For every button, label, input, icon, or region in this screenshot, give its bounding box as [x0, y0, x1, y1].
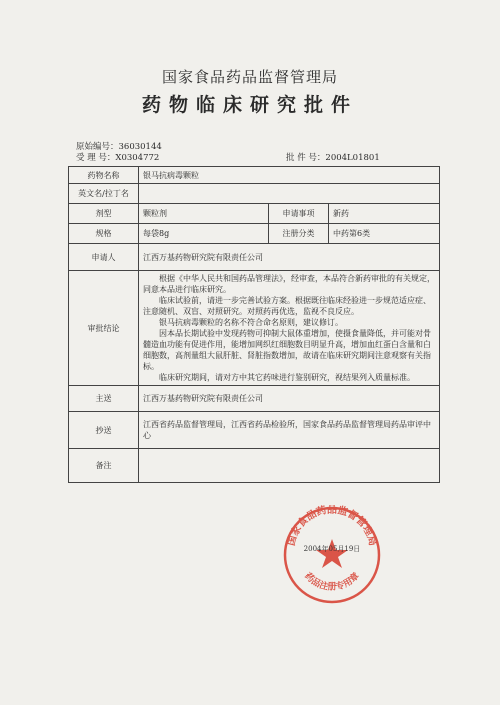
drug-name-row	[69, 167, 440, 184]
stamp-bottom-text: 药品注册专用章	[302, 571, 362, 593]
conclusion-text	[139, 271, 440, 386]
stamp-date: 2004年05月19日	[303, 545, 361, 553]
copy-value: 江西省药品监督管理局，江西省药品检验所，国家食品药品监督管理局药品审评中心	[139, 412, 440, 449]
english-name-value	[139, 184, 440, 204]
spec-value: 每袋8g	[139, 224, 269, 244]
applicant-label: 申请人	[69, 244, 139, 271]
cc-row	[69, 386, 440, 412]
drug-name-value: 银马抗病毒颗粒	[139, 167, 440, 184]
approval-number: 批 件 号：2004L01801	[286, 153, 380, 163]
spec-label: 规格	[69, 224, 139, 244]
dosage-row	[69, 204, 440, 224]
application-item-label: 申请事项	[269, 204, 329, 224]
applicant-row	[69, 244, 440, 271]
applicant-value: 江西万基药物研究院有限责任公司	[139, 244, 440, 271]
original-number: 原始编号：36030144	[76, 142, 162, 152]
conclusion-paragraph: 根据《中华人民共和国药品管理法》，经审查，本品符合新药审批的有关规定，同意本品进行临床研究。	[143, 274, 435, 294]
dosage-form-label: 剂型	[69, 204, 139, 224]
remarks-label: 备注	[69, 449, 139, 483]
cc-label: 主送	[69, 386, 139, 412]
dosage-form-value: 颗粒剂	[139, 204, 269, 224]
copy-label: 抄送	[69, 412, 139, 449]
remarks-row	[69, 449, 440, 483]
document-title: 药物临床研究批件	[141, 94, 358, 116]
official-stamp	[282, 505, 382, 605]
stamp-star-icon	[316, 539, 348, 568]
acceptance-number: 受 理 号：X0304772	[76, 153, 160, 163]
approval-table	[68, 166, 440, 483]
conclusion-paragraph: 临床试验前，请进一步完善试验方案。根据既往临床经验进一步规范适应症、注意随机、双盲、对照研究。对照药再优选，监视不良反应。	[143, 296, 431, 316]
remarks-value	[139, 449, 440, 483]
english-name-row	[69, 184, 440, 204]
registration-class-label: 注册分类	[269, 224, 329, 244]
conclusion-label: 审批结论	[69, 271, 139, 386]
application-item-value: 新药	[329, 204, 440, 224]
copy-row	[69, 412, 440, 449]
stamp-ring-text: 国家食品药品监督管理局	[286, 505, 378, 548]
spec-row	[69, 224, 440, 244]
conclusion-paragraph: 因本品长期试验中发现药物可抑制大鼠体重增加，使摄食量降低，并可能对骨髓造血功能有促进作用，能增加网织红细胞数目明显升高，增加血红蛋白含量和白细胞数，高剂量组大鼠肝脏、肾脏指数增加，故请在临床研究期间注意观察有关指标。	[143, 329, 431, 371]
conclusion-paragraph: 临床研究期间，请对方中其它药味进行鉴别研究，视结果列入质量标准。	[159, 373, 415, 382]
agency-name: 国家食品药品监督管理局	[161, 68, 338, 86]
cc-value: 江西万基药物研究院有限责任公司	[139, 386, 440, 412]
conclusion-paragraph: 银马抗病毒颗粒的名称不符合命名原则，建议修订。	[159, 318, 343, 327]
drug-name-label: 药物名称	[69, 167, 139, 184]
english-name-label: 英文名/拉丁名	[69, 184, 139, 204]
registration-class-value: 中药第6类	[329, 224, 440, 244]
conclusion-row	[69, 271, 440, 386]
